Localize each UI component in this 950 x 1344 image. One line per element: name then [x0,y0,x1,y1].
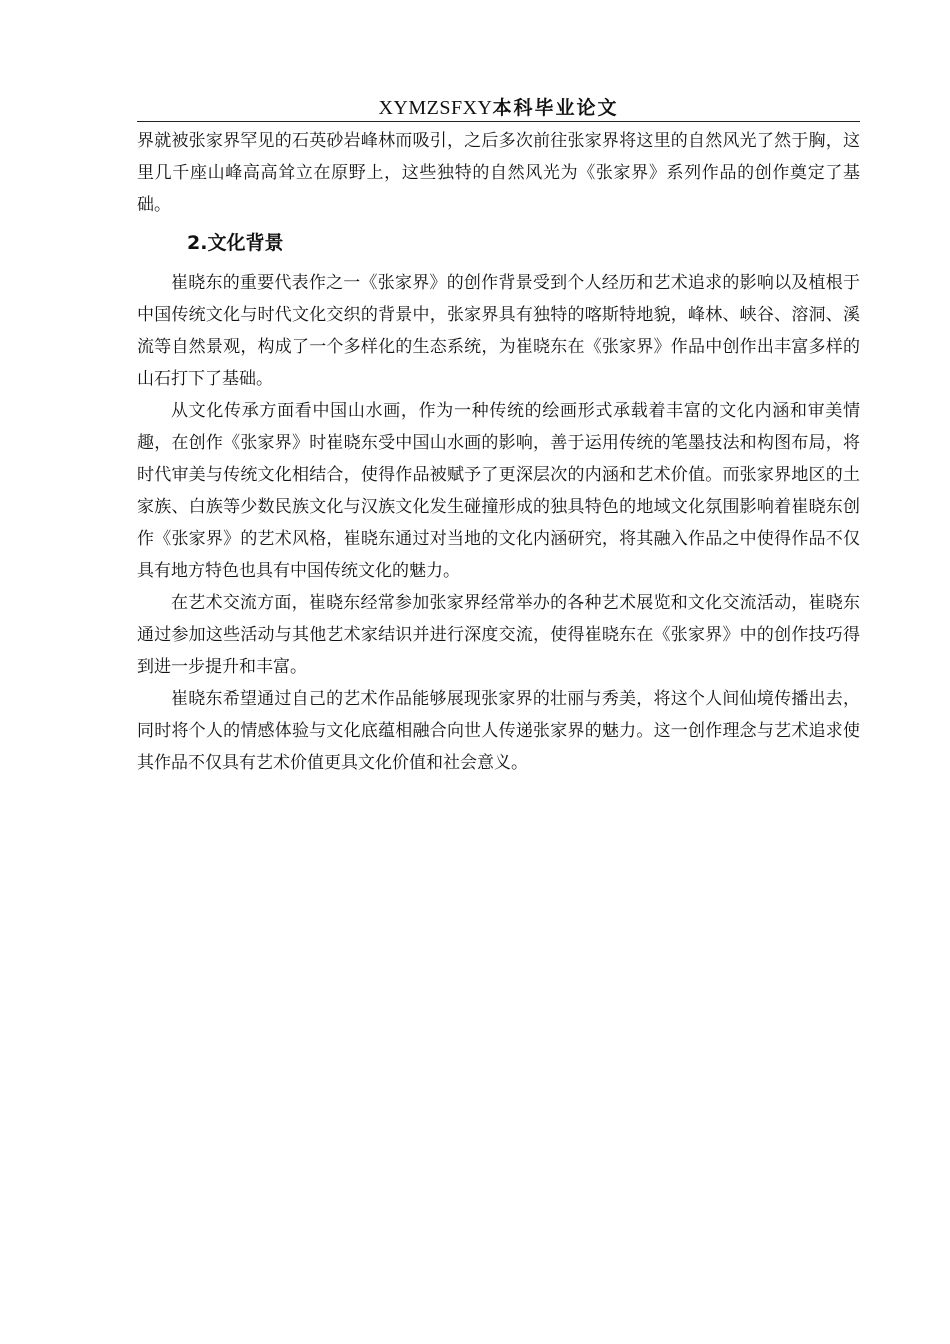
header-title: 本科毕业论文 [492,97,619,119]
body-paragraph: 崔晓东希望通过自己的艺术作品能够展现张家界的壮丽与秀美，将这个人间仙境传播出去，同时将个人的情感体验与文化底蕴相融合向世人传递张家界的魅力。这一创作理念与艺术追求使其作品不仅具有艺术价值更具文化价值和社会意义。 [137,689,860,773]
body-paragraph: 从文化传承方面看中国山水画，作为一种传统的绘画形式承载着丰富的文化内涵和审美情趣，在创作《张家界》时崔晓东受中国山水画的影响，善于运用传统的笔墨技法和构图布局，将时代审美与传统文化相结合，使得作品被赋予了更深层次的内涵和艺术价值。而张家界地区的土家族、白族等少数民族文化与汉族文化发生碰撞形成的独具特色的地域文化氛围影响着崔晓东创作《张家界》的艺术风格，崔晓东通过对当地的文化内涵研究，将其融入作品之中使得作品不仅具有地方特色也具有中国传统文化的魅力。 [137,401,860,581]
section-heading: 2.文化背景 [187,232,284,254]
body-paragraph: 在艺术交流方面，崔晓东经常参加张家界经常举办的各种艺术展览和文化交流活动，崔晓东通过参加这些活动与其他艺术家结识并进行深度交流，使得崔晓东在《张家界》中的创作技巧得到进一步提升和丰富。 [137,593,860,677]
continuation-paragraph: 界就被张家界罕见的石英砂岩峰林而吸引，之后多次前往张家界将这里的自然风光了然于胸，这里几千座山峰高高耸立在原野上，这些独特的自然风光为《张家界》系列作品的创作奠定了基础。 [137,131,860,215]
header-rule [137,121,860,122]
page-header [137,92,860,122]
body-paragraph: 崔晓东的重要代表作之一《张家界》的创作背景受到个人经历和艺术追求的影响以及植根于中国传统文化与时代文化交织的背景中，张家界具有独特的喀斯特地貌，峰林、峡谷、溶洞、溪流等自然景观，构成了一个多样化的生态系统，为崔晓东在《张家界》作品中创作出丰富多样的山石打下了基础。 [137,273,860,389]
header-code: XYMZSFXY [378,97,493,119]
document-body [137,125,860,779]
